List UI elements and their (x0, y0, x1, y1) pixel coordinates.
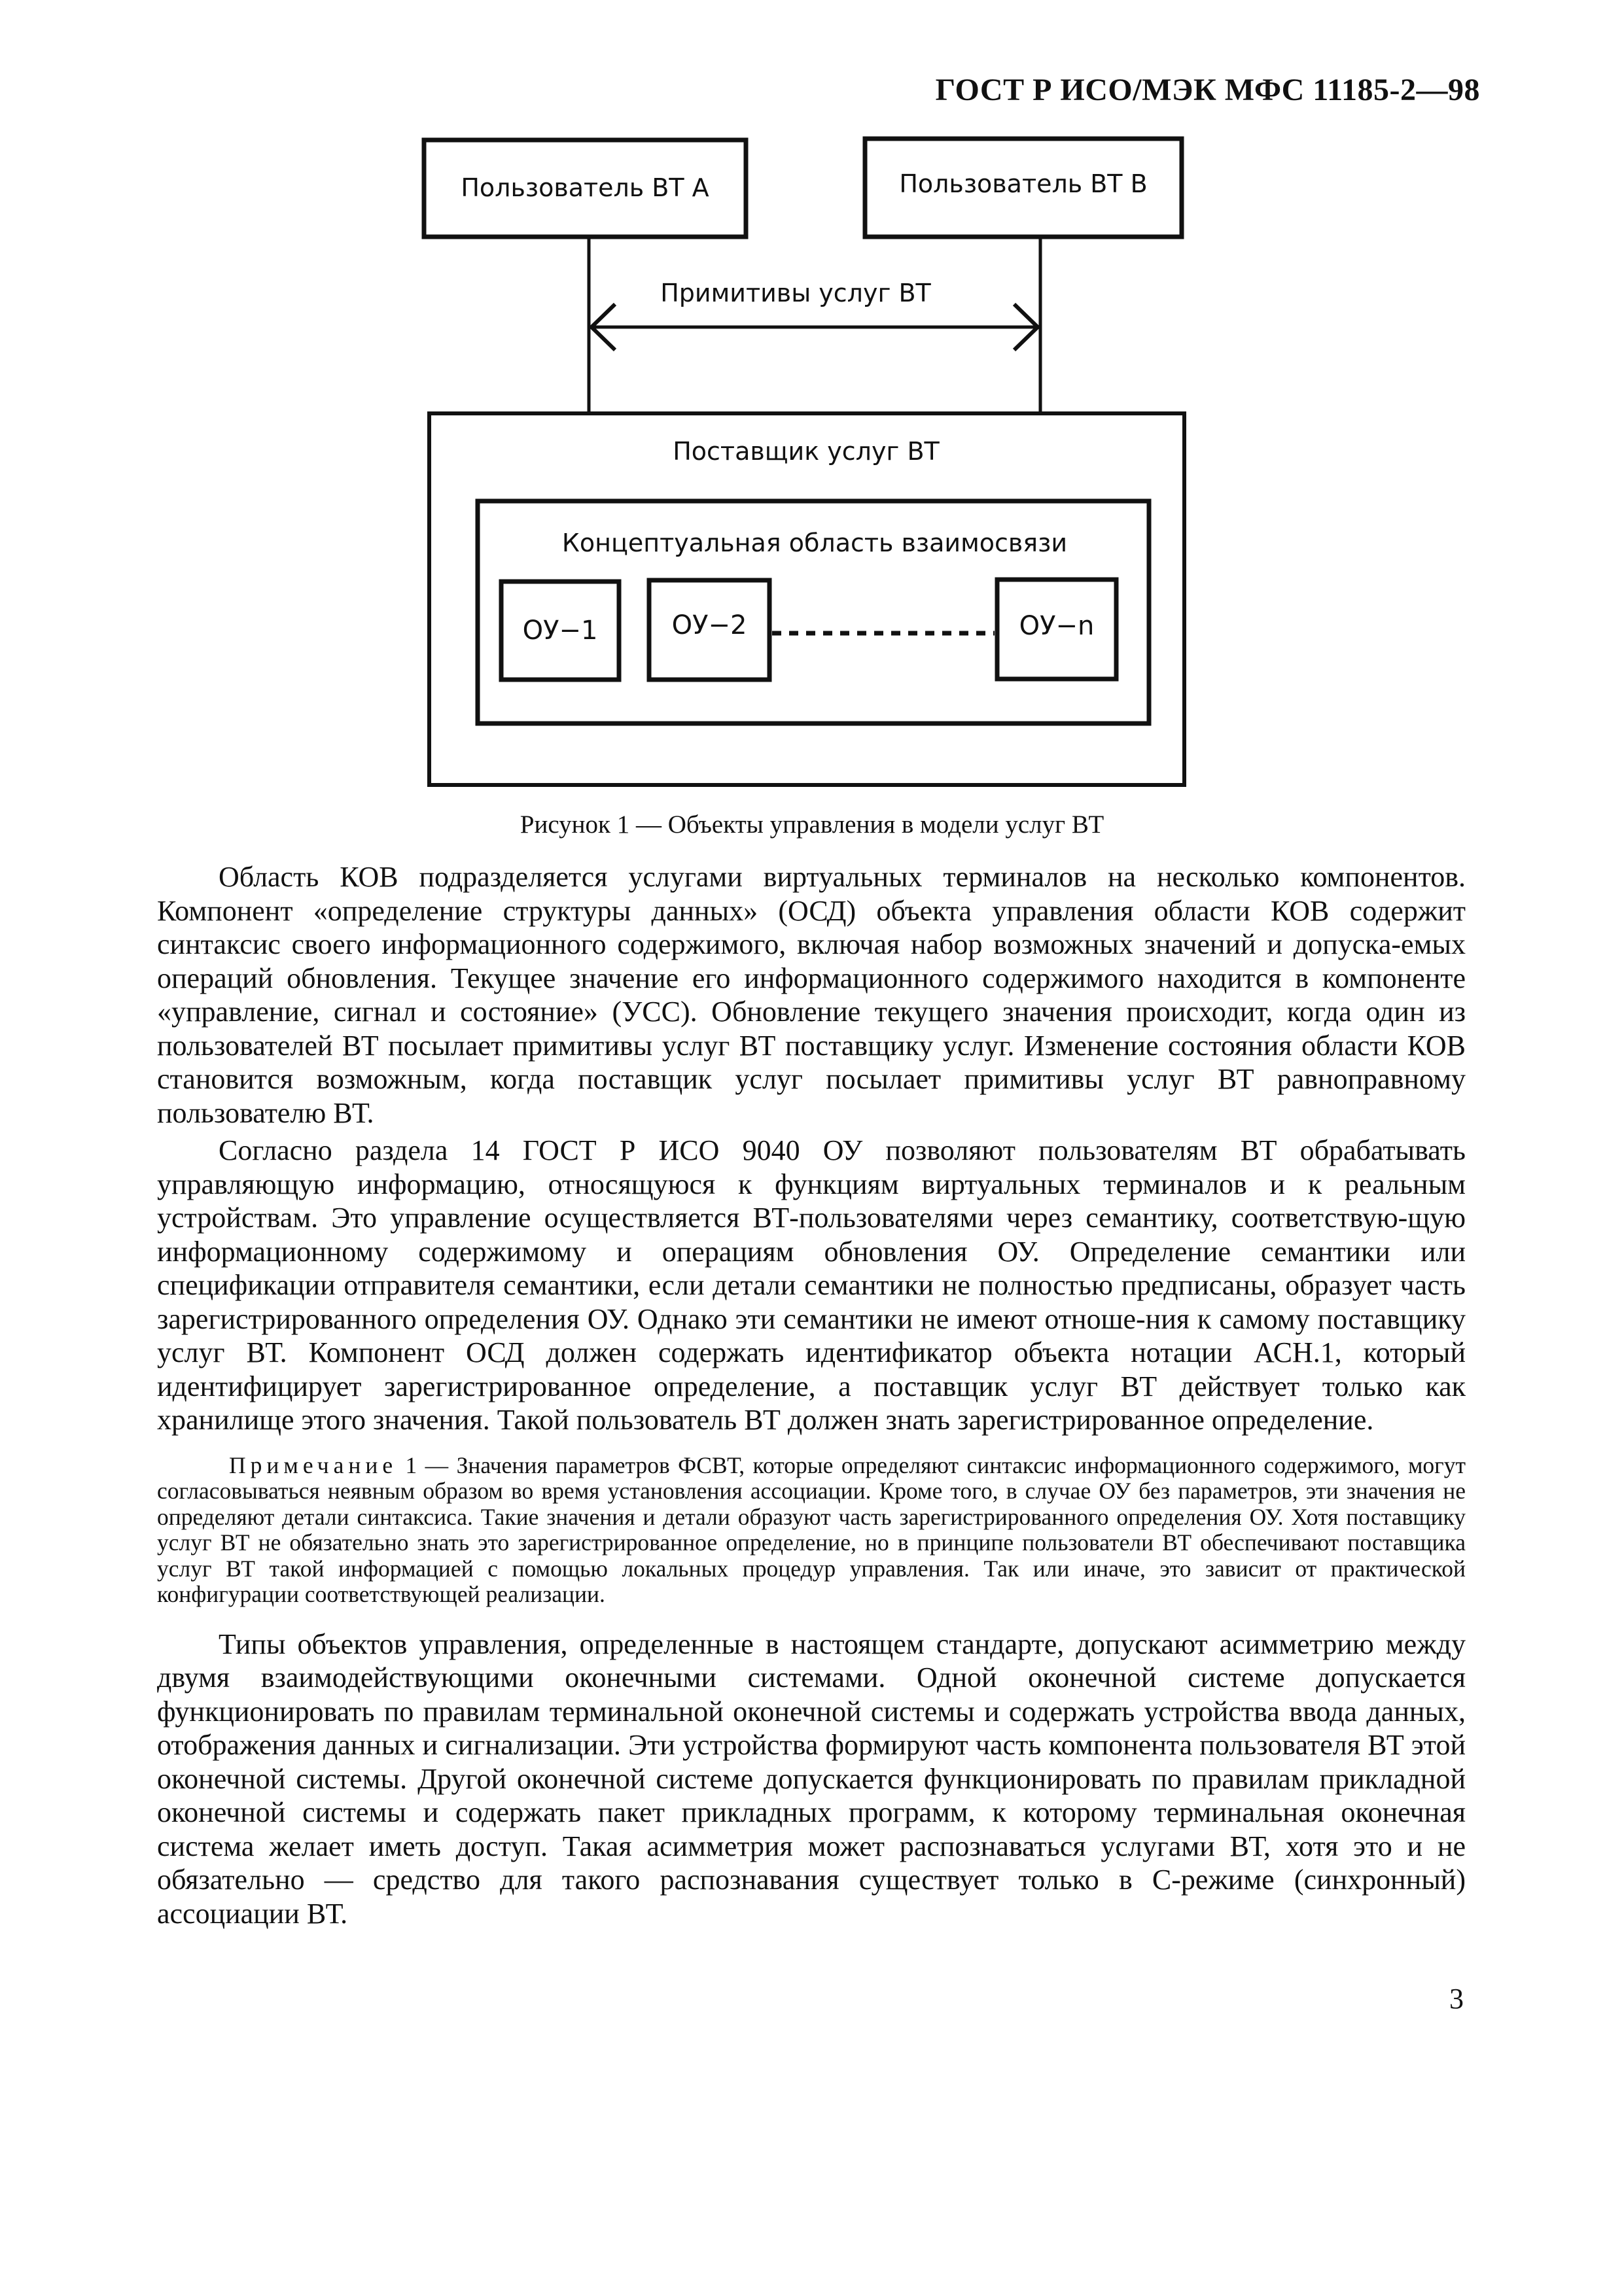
page-number: 3 (1449, 1983, 1464, 2015)
primitives-label: Примитивы услуг ВТ (660, 279, 931, 307)
note-1 (157, 1453, 1466, 1608)
provider-box (429, 413, 1184, 785)
object-ou-1-label: ОУ−1 (522, 616, 598, 646)
paragraph-1: Область КОВ подразделяется услугами виртуальных терминалов на несколько компонентов. Компонент «определение структуры данных» (ОСД) объекта управления области КОВ содержит синтаксис своего информационного содержимого, включая набор возможных значений и допуска-емых операций обновления. Текущее значение его информационного содержимого находится в компоненте «управление, сигнал и состояние» (УСС). Обновление текущего значения происходит, когда один из пользователей ВТ посылает примитивы услуг ВТ поставщику услуг. Изменение состояния области КОВ становится возможным, когда поставщик услуг посылает примитивы услуг ВТ равноправному пользователю ВТ. (157, 861, 1466, 1129)
user-b-label: Пользователь ВТ В (899, 169, 1148, 198)
figure-1-diagram (0, 0, 1624, 824)
paragraph-3: Типы объектов управления, определенные в настоящем стандарте, допускают асимметрию между двумя взаимодействующими оконечными системами. Одной оконечной системе допускается функционировать по правилам терминальной оконечной системы и содержать устройства ввода данных, отображения данных и сигнализации. Эти устройства формируют часть компонента пользователя ВТ этой оконечной системы. Другой оконечной системе допускается функционировать по правилам прикладной оконечной системы и содержать пакет прикладных программ, к которому терминальная оконечная система желает иметь доступ. Такая асимметрия может распознаваться услугами ВТ, хотя это и не обязательно — средство для такого распознавания существует только в С-режиме (синхронный) ассоциации ВТ. (157, 1627, 1466, 1930)
note-label: Примечание (229, 1452, 398, 1478)
object-ou-n-label: ОУ−n (1019, 611, 1095, 641)
paragraph-2: Согласно раздела 14 ГОСТ Р ИСО 9040 ОУ позволяют пользователям ВТ обрабатывать управляющую информацию, относящуюся к функциям виртуальных терминалов и к реальным устройствам. Это управление осуществляется ВТ-пользователями через семантику, соответствую-щую информационному содержимому и операциям обновления ОУ. Определение семантики или спецификации отправителя семантики, если детали семантики не полностью предписаны, образует часть зарегистрированного определения ОУ. Однако эти семантики не имеют отноше-ния к самому поставщику услуг ВТ. Компонент ОСД должен содержать идентификатор объекта нотации АСН.1, который идентифицирует зарегистрированное определение, а поставщик услуг ВТ действует только как хранилище этого значения. Такой пользователь ВТ должен знать зарегистрированное определение. (157, 1134, 1466, 1436)
provider-label: Поставщик услуг ВТ (673, 437, 940, 466)
object-ou-2-label: ОУ−2 (671, 610, 747, 640)
figure-caption: Рисунок 1 — Объекты управления в модели услуг ВТ (520, 810, 1104, 839)
note-text: 1 — Значения параметров ФСВТ, которые определяют синтаксис информационного содержимого, могут согласовываться неявным образом во время установления ассоциации. Кроме того, в случае ОУ без параметров, эти значения не определяют детали синтаксиса. Такие значения и детали образуют часть зарегистрированного определения ОУ. Хотя поставщику услуг ВТ не обязательно знать это зарегистрированное определение, но в принципе пользователи ВТ обеспечивают поставщика услуг ВТ такой информацией с помощью локальных процедур управления. Так или иначе, это зависит от практической конфигурации соответствующей реализации. (157, 1452, 1466, 1607)
user-a-label: Пользователь ВТ А (461, 173, 709, 202)
conceptual-area-label: Концептуальная область взаимосвязи (561, 529, 1068, 557)
body-text (157, 860, 1466, 1930)
document-header: ГОСТ Р ИСО/МЭК МФС 11185-2—98 (935, 73, 1480, 107)
